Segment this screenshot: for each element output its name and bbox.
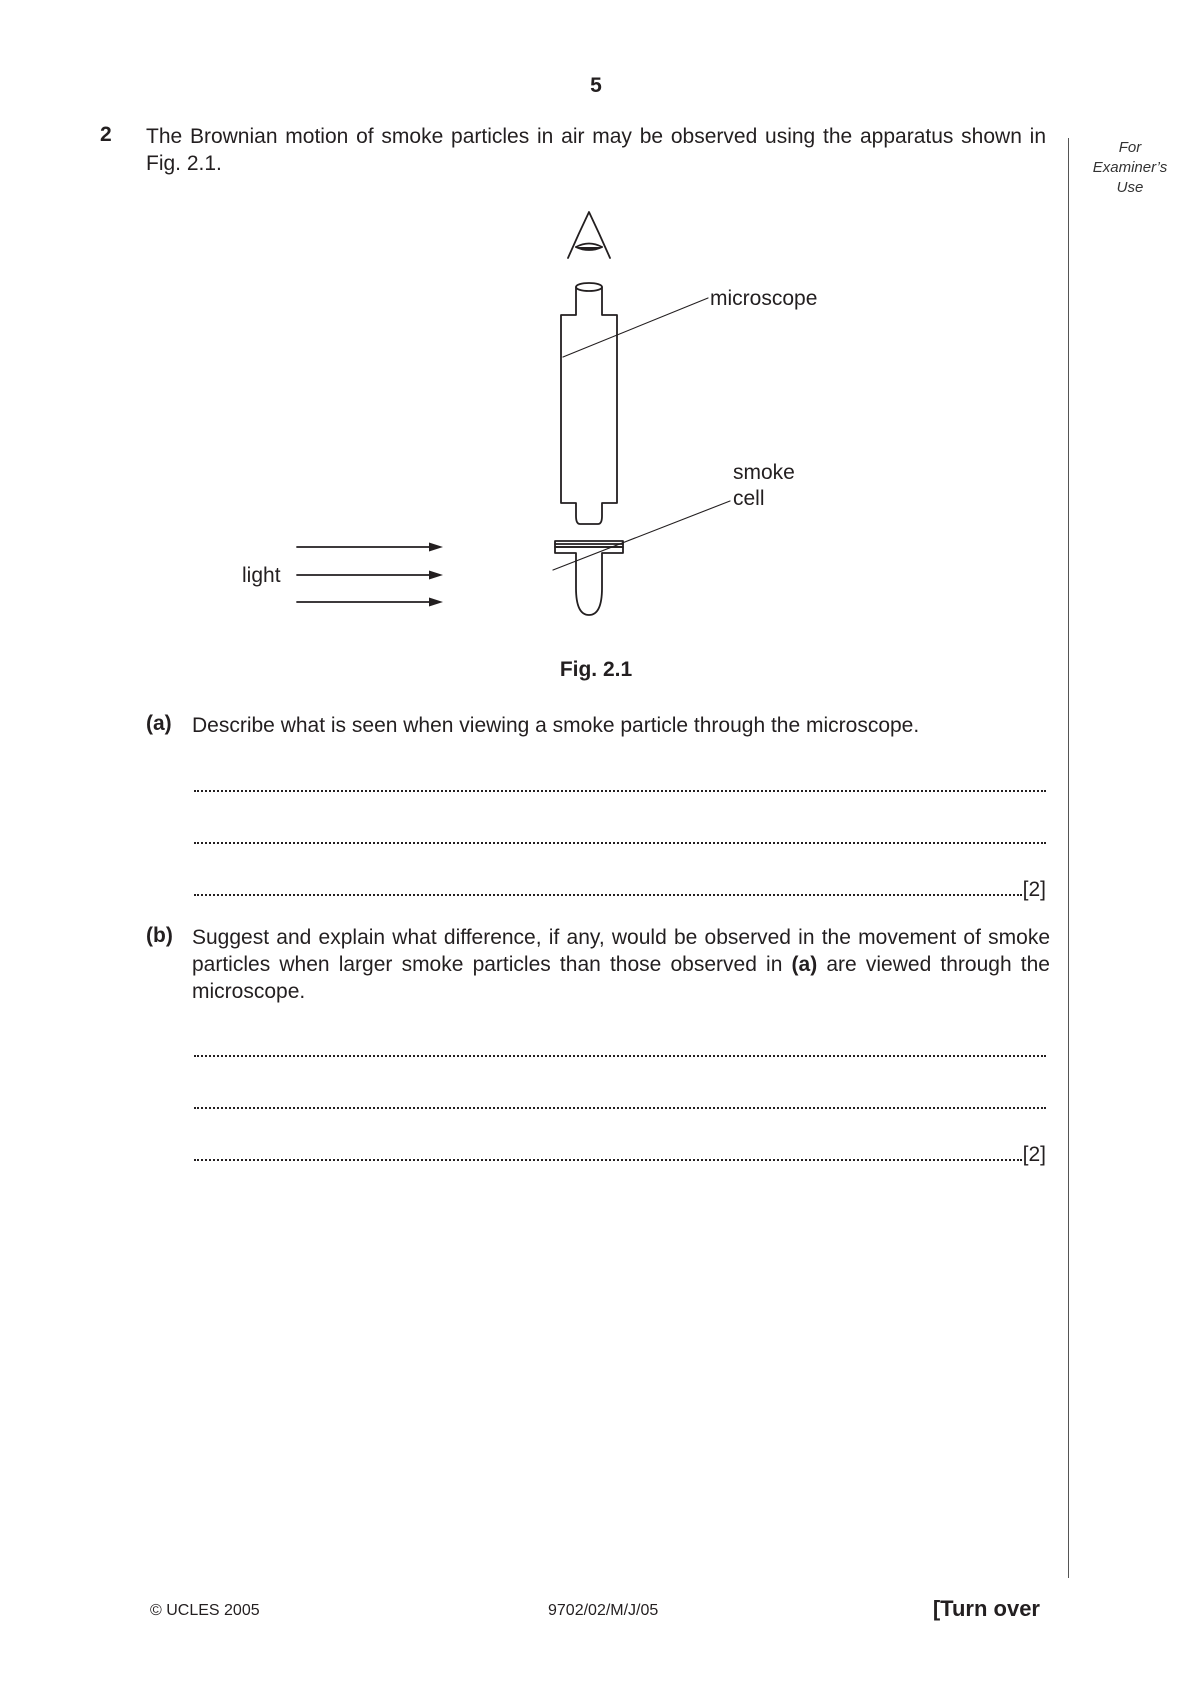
light-label: light [242, 564, 281, 587]
smoke-cell-leader-line [553, 501, 730, 570]
part-b-question [192, 924, 1050, 1005]
answer-line-b3[interactable] [194, 1141, 1046, 1167]
apparatus-diagram [240, 205, 900, 625]
answer-line-a3[interactable] [194, 876, 1046, 902]
part-a-label: (a) [146, 712, 172, 735]
answer-line-b1[interactable] [194, 1037, 1046, 1063]
light-arrowhead-3 [429, 598, 443, 607]
answer-line-a2[interactable] [194, 824, 1046, 850]
eye-icon [568, 212, 610, 258]
turn-over-label: [Turn over [932, 1596, 1040, 1621]
answer-dots [194, 790, 1046, 792]
footer-paper-code: 9702/02/M/J/05 [548, 1602, 659, 1619]
footer-copyright: © UCLES 2005 [150, 1602, 260, 1619]
examiner-use-line-2: Examiner’s [1092, 159, 1168, 176]
examiner-use-line-3: Use [1116, 179, 1144, 196]
microscope-tube [561, 283, 617, 524]
page-number: 5 [590, 74, 602, 97]
figure-caption: Fig. 2.1 [559, 658, 633, 681]
examiner-use-label [1068, 138, 1192, 198]
answer-dots [194, 894, 1022, 896]
light-arrowhead-1 [429, 543, 443, 552]
light-rays [297, 547, 430, 602]
smoke-cell [555, 541, 623, 615]
answer-dots [194, 1159, 1022, 1161]
microscope-label: microscope [710, 287, 818, 310]
part-b-label: (b) [146, 924, 173, 947]
examiner-use-line-1: For [1118, 139, 1142, 156]
answer-dots [194, 1055, 1046, 1057]
examiner-margin-rule [1068, 138, 1069, 1578]
answer-line-a1[interactable] [194, 772, 1046, 798]
part-b-marks: [2] [1022, 1143, 1046, 1166]
answer-line-b2[interactable] [194, 1089, 1046, 1115]
answer-dots [194, 842, 1046, 844]
smoke-cell-label-line-1: smoke [733, 461, 795, 484]
answer-dots [194, 1107, 1046, 1109]
light-arrowhead-2 [429, 571, 443, 580]
question-stem: The Brownian motion of smoke particles in air may be observed using the apparatus shown in Fig. 2.1. [146, 125, 1046, 175]
part-b-text-after: are viewed through the microscope. [192, 953, 1050, 1003]
question-number: 2 [100, 123, 112, 146]
part-a-marks: [2] [1022, 878, 1046, 901]
smoke-cell-label-line-2: cell [733, 487, 765, 510]
microscope-leader-line [563, 298, 708, 357]
part-b-reference: (a) [791, 953, 818, 976]
part-b-text-before: Suggest and explain what difference, if any, would be observed in the movement of smoke particles when larger smoke particles than those observed in [192, 926, 1050, 976]
part-a-question: Describe what is seen when viewing a smoke particle through the microscope. [192, 714, 920, 737]
